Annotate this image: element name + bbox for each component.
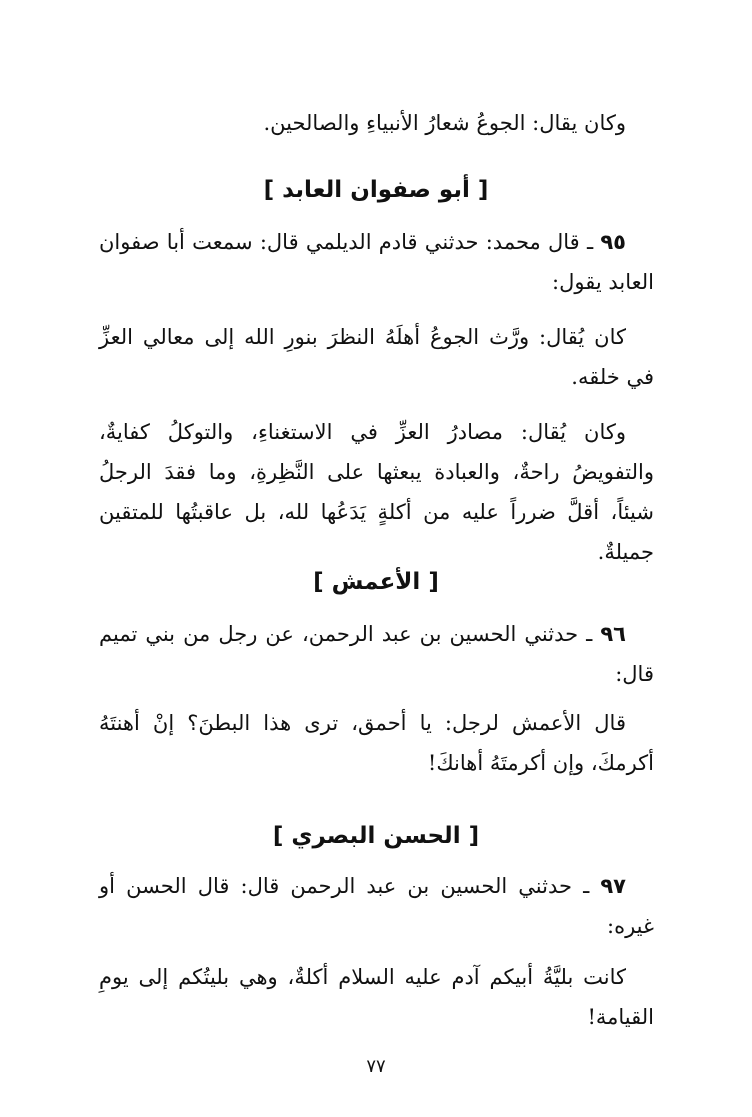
paragraph-97-1: كانت بليَّةُ أبيكم آدم عليه السلام أكلةٌ، وهي بليتُكم إلى يومِ القيامة! [99, 965, 654, 1029]
narration-96 [99, 614, 654, 694]
paragraph-96-1: قال الأعمش لرجل: يا أحمق، ترى هذا البطنَ؟ إنْ أهنتَهُ أكرمكَ، وإن أكرمتَهُ أهانكَ! [99, 711, 654, 775]
section-heading-hasan-basri: [ الحسن البصري ] [272, 823, 480, 849]
narration-97 [99, 866, 654, 946]
narration-95 [99, 222, 654, 302]
narration-96-text: ـ حدثني الحسين بن عبد الرحمن، عن رجل من بني تميم قال: [99, 622, 654, 686]
intro-paragraph: وكان يقال: الجوعُ شعارُ الأنبياءِ والصالحين. [263, 111, 626, 135]
hadith-number-95: ٩٥ [600, 230, 626, 254]
paragraph-95-2: وكان يُقال: مصادرُ العزِّ في الاستغناءِ، والتوكلُ كفايةٌ، والتفويضُ راحةٌ، والعبادة يبعثها على النَّظِرةِ، وما فقدَ الرجلُ شيئاً، أقلَّ ضرراً عليه من أكلةٍ يَدَعُها لله، بل عاقبتُها للمتقين جميلةٌ. [99, 420, 654, 564]
section-heading-abu-safwan: [ أبو صفوان العابد ] [263, 177, 489, 203]
hadith-number-97: ٩٧ [600, 874, 626, 898]
page-number: ٧٧ [366, 1056, 386, 1077]
hadith-number-96: ٩٦ [600, 622, 626, 646]
narration-95-text: ـ قال محمد: حدثني قادم الديلمي قال: سمعت أبا صفوان العابد يقول: [99, 230, 654, 294]
section-heading-aamash: [ الأعمش ] [313, 569, 439, 595]
narration-97-text: ـ حدثني الحسين بن عبد الرحمن قال: قال الحسن أو غيره: [99, 874, 654, 938]
paragraph-95-1: كان يُقال: ورَّث الجوعُ أهلَهُ النظرَ بنورِ الله إلى معالي العزِّ في خلقه. [99, 325, 654, 389]
